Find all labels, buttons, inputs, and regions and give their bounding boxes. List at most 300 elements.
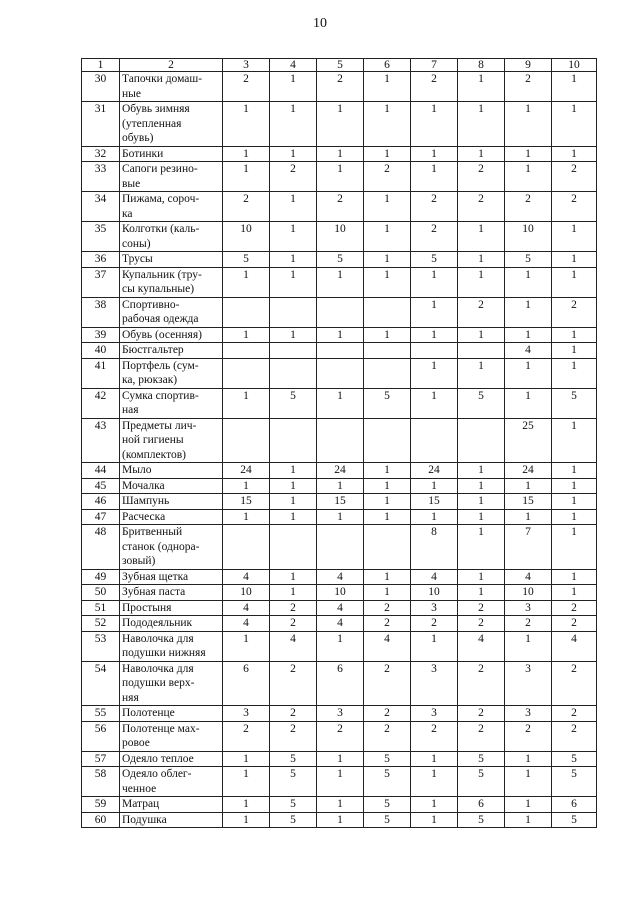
value-cell-col-3: 1 (223, 631, 270, 661)
value-cell-col-9: 2 (505, 721, 552, 751)
value-cell-col-8: 1 (458, 102, 505, 147)
value-cell-col-6: 4 (364, 631, 411, 661)
value-cell-col-6: 5 (364, 812, 411, 828)
value-cell-col-6: 2 (364, 600, 411, 616)
item-name-line: Портфель (сум- (122, 359, 199, 372)
value-cell-col-7: 1 (411, 751, 458, 767)
item-name-line: ка, рюкзак) (122, 374, 178, 386)
value-cell-col-5 (317, 297, 364, 327)
item-name (120, 767, 223, 797)
value-cell-col-9: 10 (505, 222, 552, 252)
value-cell-col-8: 1 (458, 509, 505, 525)
item-name-line: Сапоги резино- (122, 163, 198, 175)
value-cell-col-8: 1 (458, 72, 505, 102)
value-cell-col-4: 1 (270, 72, 317, 102)
row-number: 45 (82, 478, 120, 494)
item-name-line: ные (122, 87, 141, 100)
value-cell-col-7: 1 (411, 478, 458, 494)
value-cell-col-3: 10 (223, 222, 270, 252)
value-cell-col-7: 3 (411, 706, 458, 722)
value-cell-col-3 (223, 525, 270, 570)
value-cell-col-8: 1 (458, 585, 505, 601)
row-number: 55 (82, 706, 120, 722)
value-cell-col-4: 2 (270, 721, 317, 751)
value-cell-col-8: 5 (458, 812, 505, 828)
value-cell-col-9: 1 (505, 812, 552, 828)
row-number: 50 (82, 585, 120, 601)
value-cell-col-5: 1 (317, 767, 364, 797)
item-name (120, 297, 223, 327)
value-cell-col-10: 2 (552, 162, 597, 192)
table-row (82, 463, 597, 479)
value-cell-col-9: 1 (505, 797, 552, 813)
value-cell-col-9: 10 (505, 585, 552, 601)
value-cell-col-8: 1 (458, 327, 505, 343)
item-name (120, 751, 223, 767)
value-cell-col-6 (364, 525, 411, 570)
value-cell-col-4 (270, 297, 317, 327)
value-cell-col-10: 5 (552, 767, 597, 797)
item-name (120, 358, 223, 388)
value-cell-col-7 (411, 343, 458, 359)
value-cell-col-6: 2 (364, 706, 411, 722)
value-cell-col-5: 4 (317, 569, 364, 585)
value-cell-col-5 (317, 525, 364, 570)
value-cell-col-10: 1 (552, 146, 597, 162)
value-cell-col-4 (270, 343, 317, 359)
value-cell-col-10: 2 (552, 600, 597, 616)
value-cell-col-8: 2 (458, 600, 505, 616)
value-cell-col-8: 1 (458, 146, 505, 162)
value-cell-col-7: 10 (411, 585, 458, 601)
table-row (82, 812, 597, 828)
value-cell-col-4 (270, 358, 317, 388)
value-cell-col-6: 2 (364, 162, 411, 192)
value-cell-col-10: 2 (552, 297, 597, 327)
item-name (120, 600, 223, 616)
value-cell-col-4 (270, 525, 317, 570)
table-row (82, 525, 597, 570)
row-number: 48 (82, 525, 120, 570)
item-name-line: Пижама, сороч- (122, 193, 200, 205)
value-cell-col-6: 1 (364, 509, 411, 525)
value-cell-col-9: 2 (505, 72, 552, 102)
value-cell-col-6: 2 (364, 616, 411, 632)
row-number: 34 (82, 192, 120, 222)
header-cell: 6 (364, 59, 411, 72)
row-number: 39 (82, 327, 120, 343)
row-number: 47 (82, 509, 120, 525)
value-cell-col-5: 1 (317, 327, 364, 343)
value-cell-col-5: 10 (317, 222, 364, 252)
row-number: 31 (82, 102, 120, 147)
value-cell-col-7: 3 (411, 600, 458, 616)
value-cell-col-5: 1 (317, 102, 364, 147)
value-cell-col-4: 1 (270, 327, 317, 343)
value-cell-col-5: 6 (317, 661, 364, 706)
value-cell-col-3: 15 (223, 494, 270, 510)
item-name-line: Купальник (тру- (122, 268, 202, 281)
item-name-line: ченное (122, 782, 157, 795)
value-cell-col-6: 1 (364, 102, 411, 147)
value-cell-col-5: 1 (317, 751, 364, 767)
item-name-line: Бритвенный (122, 526, 183, 538)
table-row (82, 267, 597, 297)
value-cell-col-4: 1 (270, 509, 317, 525)
value-cell-col-4: 5 (270, 812, 317, 828)
value-cell-col-4: 2 (270, 706, 317, 722)
item-name (120, 388, 223, 418)
value-cell-col-9: 1 (505, 327, 552, 343)
value-cell-col-10: 1 (552, 478, 597, 494)
value-cell-col-7: 1 (411, 358, 458, 388)
value-cell-col-10: 1 (552, 267, 597, 297)
item-name-line: Одеяло теплое (122, 752, 194, 765)
item-name-line: подушки верх- (122, 677, 195, 689)
table-row (82, 146, 597, 162)
table-row (82, 797, 597, 813)
value-cell-col-3: 1 (223, 767, 270, 797)
value-cell-col-5: 2 (317, 72, 364, 102)
value-cell-col-4: 2 (270, 600, 317, 616)
header-cell: 10 (552, 59, 597, 72)
value-cell-col-7: 2 (411, 616, 458, 632)
row-number: 57 (82, 751, 120, 767)
table-row (82, 661, 597, 706)
header-cell: 2 (120, 59, 223, 72)
item-name (120, 812, 223, 828)
row-number: 51 (82, 600, 120, 616)
item-name-line: зовый) (122, 555, 156, 567)
item-name-line: Спортивно- (122, 298, 180, 311)
item-name-line: Обувь (осенняя) (122, 328, 202, 341)
item-name-line: (утепленная (122, 117, 182, 130)
value-cell-col-3: 1 (223, 102, 270, 147)
value-cell-col-9: 2 (505, 192, 552, 222)
item-name (120, 509, 223, 525)
value-cell-col-4: 1 (270, 222, 317, 252)
value-cell-col-5: 1 (317, 797, 364, 813)
item-name (120, 222, 223, 252)
row-number: 40 (82, 343, 120, 359)
value-cell-col-3: 2 (223, 72, 270, 102)
item-name-line: Матрац (122, 798, 160, 810)
value-cell-col-10: 1 (552, 343, 597, 359)
value-cell-col-4: 1 (270, 463, 317, 479)
value-cell-col-4: 5 (270, 751, 317, 767)
item-name (120, 525, 223, 570)
value-cell-col-9: 1 (505, 751, 552, 767)
value-cell-col-5: 1 (317, 478, 364, 494)
value-cell-col-8: 1 (458, 358, 505, 388)
item-name-line: няя (122, 691, 139, 704)
value-cell-col-5: 1 (317, 812, 364, 828)
table-row (82, 358, 597, 388)
value-cell-col-8: 1 (458, 252, 505, 268)
value-cell-col-9: 7 (505, 525, 552, 570)
value-cell-col-8: 2 (458, 661, 505, 706)
value-cell-col-9: 1 (505, 267, 552, 297)
value-cell-col-7: 15 (411, 494, 458, 510)
item-name (120, 327, 223, 343)
row-number: 38 (82, 297, 120, 327)
item-name-line: (комплектов) (122, 448, 186, 461)
value-cell-col-5: 10 (317, 585, 364, 601)
table-row (82, 72, 597, 102)
row-number: 37 (82, 267, 120, 297)
value-cell-col-8: 2 (458, 721, 505, 751)
value-cell-col-10: 5 (552, 751, 597, 767)
table-row (82, 343, 597, 359)
value-cell-col-10: 2 (552, 706, 597, 722)
value-cell-col-8 (458, 343, 505, 359)
item-name (120, 797, 223, 813)
value-cell-col-5: 2 (317, 721, 364, 751)
value-cell-col-5: 1 (317, 509, 364, 525)
item-name (120, 585, 223, 601)
value-cell-col-3: 4 (223, 600, 270, 616)
value-cell-col-6: 1 (364, 478, 411, 494)
value-cell-col-9: 1 (505, 146, 552, 162)
value-cell-col-6: 1 (364, 72, 411, 102)
value-cell-col-4: 1 (270, 252, 317, 268)
table-row (82, 192, 597, 222)
value-cell-col-8: 5 (458, 767, 505, 797)
item-name-line: Бюстгальтер (122, 344, 184, 356)
table-row (82, 631, 597, 661)
value-cell-col-7: 2 (411, 222, 458, 252)
value-cell-col-3: 6 (223, 661, 270, 706)
value-cell-col-10: 1 (552, 418, 597, 463)
value-cell-col-8: 1 (458, 463, 505, 479)
item-name-line: Колготки (каль- (122, 223, 200, 235)
value-cell-col-9: 2 (505, 616, 552, 632)
table-row (82, 418, 597, 463)
value-cell-col-10: 1 (552, 327, 597, 343)
value-cell-col-6: 1 (364, 463, 411, 479)
value-cell-col-7: 5 (411, 252, 458, 268)
item-name-line: Обувь зимняя (122, 103, 190, 115)
item-name (120, 102, 223, 147)
value-cell-col-3: 1 (223, 327, 270, 343)
row-number: 35 (82, 222, 120, 252)
row-number: 46 (82, 494, 120, 510)
row-number: 42 (82, 388, 120, 418)
item-name (120, 631, 223, 661)
value-cell-col-9: 1 (505, 478, 552, 494)
table-body (82, 72, 597, 828)
value-cell-col-3: 1 (223, 797, 270, 813)
value-cell-col-9: 5 (505, 252, 552, 268)
value-cell-col-9: 15 (505, 494, 552, 510)
item-name-line: Полотенце (122, 707, 175, 719)
item-name-line: Наволочка для (122, 662, 194, 675)
value-cell-col-3: 2 (223, 721, 270, 751)
value-cell-col-10: 4 (552, 631, 597, 661)
value-cell-col-10: 1 (552, 222, 597, 252)
item-name (120, 72, 223, 102)
value-cell-col-7: 1 (411, 102, 458, 147)
value-cell-col-10: 1 (552, 252, 597, 268)
value-cell-col-6: 1 (364, 494, 411, 510)
value-cell-col-9: 3 (505, 706, 552, 722)
value-cell-col-10: 1 (552, 358, 597, 388)
value-cell-col-6: 2 (364, 661, 411, 706)
value-cell-col-9: 1 (505, 297, 552, 327)
item-name-line: Зубная щетка (122, 570, 189, 583)
value-cell-col-8: 1 (458, 267, 505, 297)
value-cell-col-5: 5 (317, 252, 364, 268)
item-name-line: Мыло (122, 464, 152, 476)
value-cell-col-7: 1 (411, 297, 458, 327)
value-cell-col-8: 2 (458, 616, 505, 632)
value-cell-col-10: 1 (552, 569, 597, 585)
value-cell-col-6: 5 (364, 751, 411, 767)
row-number: 44 (82, 463, 120, 479)
value-cell-col-10: 1 (552, 72, 597, 102)
value-cell-col-4: 1 (270, 585, 317, 601)
value-cell-col-7: 1 (411, 162, 458, 192)
value-cell-col-3 (223, 343, 270, 359)
value-cell-col-6: 2 (364, 721, 411, 751)
value-cell-col-5: 4 (317, 600, 364, 616)
value-cell-col-6: 5 (364, 767, 411, 797)
item-name-line: Расческа (122, 510, 166, 523)
value-cell-col-7 (411, 418, 458, 463)
item-name-line: Предметы лич- (122, 419, 197, 432)
item-name-line: Ботинки (122, 147, 164, 160)
value-cell-col-10: 1 (552, 509, 597, 525)
row-number: 54 (82, 661, 120, 706)
value-cell-col-8: 4 (458, 631, 505, 661)
value-cell-col-10: 2 (552, 661, 597, 706)
value-cell-col-3: 1 (223, 751, 270, 767)
row-number: 30 (82, 72, 120, 102)
value-cell-col-9: 1 (505, 358, 552, 388)
value-cell-col-3: 3 (223, 706, 270, 722)
item-name-line: рабочая одежда (122, 313, 199, 325)
item-name (120, 569, 223, 585)
value-cell-col-8: 2 (458, 297, 505, 327)
table-row (82, 494, 597, 510)
item-name-line: Подушка (122, 813, 167, 826)
item-name-line: ной гигиены (122, 434, 184, 446)
value-cell-col-4: 1 (270, 494, 317, 510)
value-cell-col-7: 2 (411, 192, 458, 222)
row-number: 53 (82, 631, 120, 661)
value-cell-col-9: 3 (505, 600, 552, 616)
item-name (120, 706, 223, 722)
value-cell-col-5: 1 (317, 631, 364, 661)
item-name (120, 721, 223, 751)
value-cell-col-3: 10 (223, 585, 270, 601)
value-cell-col-6: 1 (364, 252, 411, 268)
value-cell-col-3: 2 (223, 192, 270, 222)
row-number: 32 (82, 146, 120, 162)
value-cell-col-4: 5 (270, 797, 317, 813)
value-cell-col-9: 1 (505, 102, 552, 147)
value-cell-col-3: 1 (223, 509, 270, 525)
item-name (120, 192, 223, 222)
value-cell-col-8: 1 (458, 569, 505, 585)
value-cell-col-5: 3 (317, 706, 364, 722)
table-row (82, 162, 597, 192)
item-name (120, 252, 223, 268)
item-name-line: Тапочки домаш- (122, 73, 203, 85)
value-cell-col-8: 2 (458, 706, 505, 722)
item-name (120, 661, 223, 706)
value-cell-col-10: 1 (552, 585, 597, 601)
value-cell-col-10: 1 (552, 494, 597, 510)
table-row (82, 327, 597, 343)
value-cell-col-3: 4 (223, 616, 270, 632)
value-cell-col-7: 2 (411, 72, 458, 102)
value-cell-col-6 (364, 297, 411, 327)
value-cell-col-10: 1 (552, 102, 597, 147)
header-cell: 7 (411, 59, 458, 72)
header-cell: 3 (223, 59, 270, 72)
value-cell-col-7: 4 (411, 569, 458, 585)
table-row (82, 102, 597, 147)
value-cell-col-9: 1 (505, 509, 552, 525)
value-cell-col-7: 1 (411, 767, 458, 797)
value-cell-col-7: 1 (411, 146, 458, 162)
value-cell-col-4: 1 (270, 146, 317, 162)
value-cell-col-10: 2 (552, 721, 597, 751)
item-name-line: станок (однора- (122, 540, 200, 553)
item-name-line: ка (122, 207, 133, 220)
value-cell-col-10: 2 (552, 192, 597, 222)
value-cell-col-7: 3 (411, 661, 458, 706)
item-name-line: Зубная паста (122, 586, 186, 598)
item-name-line: Трусы (122, 253, 153, 265)
value-cell-col-8: 2 (458, 162, 505, 192)
item-name-line: вые (122, 177, 141, 190)
header-cell: 5 (317, 59, 364, 72)
value-cell-col-3: 1 (223, 267, 270, 297)
value-cell-col-3: 24 (223, 463, 270, 479)
value-cell-col-5 (317, 418, 364, 463)
value-cell-col-3: 1 (223, 146, 270, 162)
item-name-line: Одеяло облег- (122, 768, 192, 780)
value-cell-col-6: 1 (364, 267, 411, 297)
value-cell-col-6: 1 (364, 569, 411, 585)
value-cell-col-10: 6 (552, 797, 597, 813)
value-cell-col-4: 1 (270, 267, 317, 297)
item-name-line: Полотенце мах- (122, 722, 200, 735)
value-cell-col-7: 1 (411, 327, 458, 343)
value-cell-col-7: 1 (411, 388, 458, 418)
row-number: 52 (82, 616, 120, 632)
value-cell-col-6: 1 (364, 146, 411, 162)
value-cell-col-7: 8 (411, 525, 458, 570)
value-cell-col-6: 5 (364, 388, 411, 418)
header-cell: 9 (505, 59, 552, 72)
value-cell-col-4: 2 (270, 616, 317, 632)
value-cell-col-5: 1 (317, 146, 364, 162)
item-name-line: ровое (122, 737, 150, 749)
value-cell-col-7: 24 (411, 463, 458, 479)
item-name-line: обувь) (122, 132, 154, 144)
item-name-line: Шампунь (122, 495, 170, 507)
value-cell-col-9: 3 (505, 661, 552, 706)
value-cell-col-4: 2 (270, 162, 317, 192)
item-name (120, 267, 223, 297)
value-cell-col-5 (317, 343, 364, 359)
norms-table (81, 58, 597, 828)
value-cell-col-7: 1 (411, 797, 458, 813)
value-cell-col-5: 1 (317, 162, 364, 192)
